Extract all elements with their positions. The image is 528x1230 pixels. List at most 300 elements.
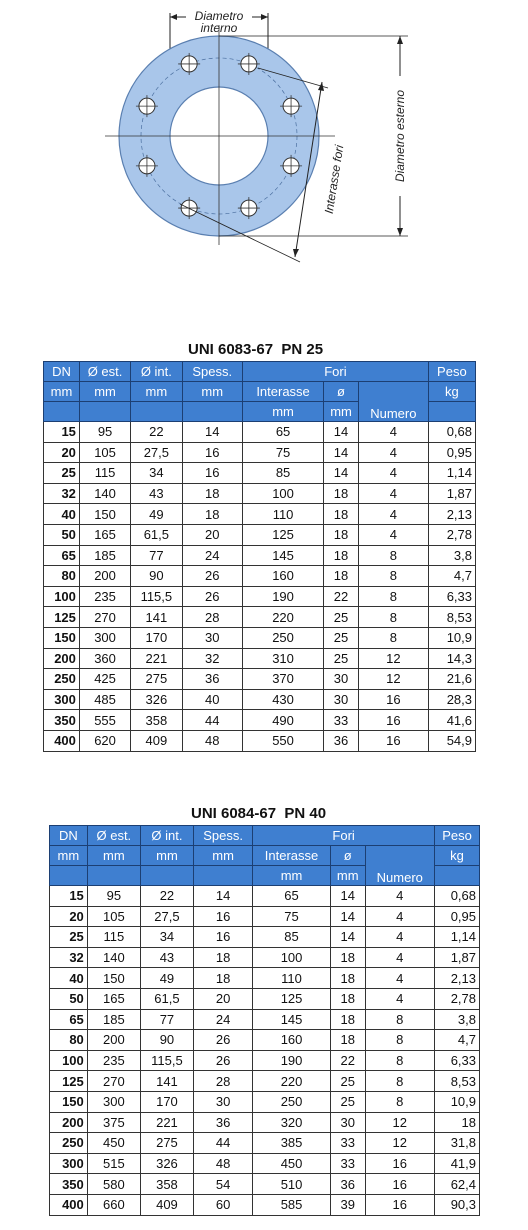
cell-foro: 18 [324, 545, 359, 566]
cell-peso: 14,3 [428, 648, 475, 669]
cell-spess: 16 [182, 463, 243, 484]
cell-peso: 0,68 [435, 886, 480, 907]
cell-spess: 26 [182, 586, 243, 607]
cell-peso: 0,95 [435, 906, 480, 927]
header-peso-blank [435, 866, 480, 886]
cell-numero: 8 [365, 1050, 434, 1071]
arrow-down-left-icon [293, 249, 299, 257]
cell-dn: 20 [44, 442, 80, 463]
header-fori: Fori [243, 362, 429, 382]
cell-dn: 15 [44, 422, 80, 443]
header-int: Ø int. [140, 826, 193, 846]
table-row [50, 906, 480, 927]
cell-dn: 80 [50, 1030, 88, 1051]
cell-interasse: 75 [253, 906, 331, 927]
cell-foro: 25 [324, 607, 359, 628]
header-peso-unit: kg [435, 846, 480, 866]
cell-interasse: 160 [253, 1030, 331, 1051]
cell-est: 360 [79, 648, 130, 669]
header-interasse: Interasse [253, 846, 331, 866]
cell-spess: 14 [194, 886, 253, 907]
arrow-up-icon [397, 36, 403, 44]
header-est: Ø est. [79, 362, 130, 382]
header-dn: DN [50, 826, 88, 846]
cell-int: 77 [131, 545, 182, 566]
table-pn25 [43, 361, 476, 752]
header-peso: Peso [435, 826, 480, 846]
cell-int: 22 [140, 886, 193, 907]
cell-spess: 60 [194, 1194, 253, 1215]
cell-int: 34 [131, 463, 182, 484]
table-row [44, 689, 476, 710]
cell-int: 409 [131, 730, 182, 751]
cell-est: 165 [87, 988, 140, 1009]
table-row [50, 1174, 480, 1195]
cell-interasse: 250 [253, 1091, 331, 1112]
cell-spess: 18 [194, 947, 253, 968]
header-interasse-unit: mm [253, 866, 331, 886]
cell-est: 140 [79, 483, 130, 504]
cell-numero: 16 [365, 1153, 434, 1174]
table-row [44, 545, 476, 566]
cell-numero: 4 [365, 988, 434, 1009]
cell-numero: 4 [358, 422, 428, 443]
cell-spess: 48 [182, 730, 243, 751]
cell-peso: 31,8 [435, 1133, 480, 1154]
table-row [44, 669, 476, 690]
cell-foro: 36 [330, 1174, 365, 1195]
cell-spess: 20 [194, 988, 253, 1009]
header-dn-blank [44, 402, 80, 422]
cell-peso: 6,33 [428, 586, 475, 607]
table-row [44, 627, 476, 648]
cell-foro: 18 [330, 1030, 365, 1051]
cell-peso: 10,9 [428, 627, 475, 648]
cell-foro: 25 [324, 627, 359, 648]
table-row [44, 504, 476, 525]
table-row [44, 566, 476, 587]
cell-foro: 22 [324, 586, 359, 607]
cell-interasse: 145 [253, 1009, 331, 1030]
cell-est: 515 [87, 1153, 140, 1174]
cell-spess: 18 [194, 968, 253, 989]
cell-numero: 4 [365, 906, 434, 927]
header-dn-unit: mm [50, 846, 88, 866]
cell-numero: 12 [358, 648, 428, 669]
cell-dn: 400 [50, 1194, 88, 1215]
arrow-down-icon [397, 228, 403, 236]
cell-interasse: 510 [253, 1174, 331, 1195]
cell-spess: 14 [182, 422, 243, 443]
cell-spess: 26 [194, 1030, 253, 1051]
cell-est: 115 [87, 927, 140, 948]
cell-peso: 0,95 [428, 442, 475, 463]
cell-interasse: 100 [253, 947, 331, 968]
cell-foro: 14 [324, 422, 359, 443]
cell-numero: 12 [358, 669, 428, 690]
cell-int: 358 [140, 1174, 193, 1195]
holes-spacing-label: Interasse fori [321, 144, 347, 215]
cell-foro: 39 [330, 1194, 365, 1215]
cell-peso: 6,33 [435, 1050, 480, 1071]
cell-interasse: 85 [253, 927, 331, 948]
cell-spess: 24 [194, 1009, 253, 1030]
cell-numero: 8 [358, 586, 428, 607]
cell-int: 61,5 [140, 988, 193, 1009]
header-dn-unit: mm [44, 382, 80, 402]
cell-est: 95 [79, 422, 130, 443]
cell-est: 185 [87, 1009, 140, 1030]
cell-int: 27,5 [140, 906, 193, 927]
inner-diameter-label-2: interno [200, 21, 238, 35]
cell-peso: 28,3 [428, 689, 475, 710]
outer-diameter-label: Diametro esterno [393, 89, 407, 183]
cell-interasse: 550 [243, 730, 324, 751]
cell-numero: 8 [358, 627, 428, 648]
header-dn-blank [50, 866, 88, 886]
cell-est: 300 [87, 1091, 140, 1112]
cell-numero: 8 [365, 1071, 434, 1092]
header-peso: Peso [428, 362, 475, 382]
cell-spess: 20 [182, 524, 243, 545]
header-int-blank [131, 402, 182, 422]
cell-foro: 14 [330, 927, 365, 948]
header-numero: Numero [358, 382, 428, 422]
cell-numero: 4 [365, 886, 434, 907]
table-row [44, 648, 476, 669]
cell-foro: 30 [324, 669, 359, 690]
cell-spess: 30 [194, 1091, 253, 1112]
cell-peso: 41,6 [428, 710, 475, 731]
cell-int: 27,5 [131, 442, 182, 463]
cell-peso: 1,87 [435, 947, 480, 968]
cell-interasse: 65 [253, 886, 331, 907]
cell-foro: 18 [330, 968, 365, 989]
header-foro-unit: mm [324, 402, 359, 422]
cell-peso: 1,87 [428, 483, 475, 504]
cell-spess: 18 [182, 504, 243, 525]
cell-spess: 18 [182, 483, 243, 504]
cell-dn: 50 [44, 524, 80, 545]
cell-int: 90 [140, 1030, 193, 1051]
table-row [44, 586, 476, 607]
cell-numero: 4 [358, 463, 428, 484]
cell-dn: 15 [50, 886, 88, 907]
header-est-unit: mm [87, 846, 140, 866]
header-spess: Spess. [182, 362, 243, 382]
cell-est: 270 [79, 607, 130, 628]
cell-dn: 65 [44, 545, 80, 566]
cell-spess: 54 [194, 1174, 253, 1195]
cell-numero: 16 [365, 1194, 434, 1215]
cell-foro: 18 [330, 1009, 365, 1030]
cell-int: 115,5 [131, 586, 182, 607]
cell-dn: 125 [50, 1071, 88, 1092]
cell-dn: 32 [50, 947, 88, 968]
cell-foro: 14 [324, 442, 359, 463]
cell-int: 34 [140, 927, 193, 948]
cell-peso: 2,78 [435, 988, 480, 1009]
header-spess-unit: mm [182, 382, 243, 402]
cell-peso: 4,7 [435, 1030, 480, 1051]
cell-dn: 200 [44, 648, 80, 669]
cell-est: 105 [87, 906, 140, 927]
table-row [44, 730, 476, 751]
cell-est: 555 [79, 710, 130, 731]
table-row [44, 442, 476, 463]
table-row [50, 1050, 480, 1071]
cell-int: 141 [140, 1071, 193, 1092]
header-est: Ø est. [87, 826, 140, 846]
cell-interasse: 220 [243, 607, 324, 628]
cell-numero: 16 [358, 689, 428, 710]
table-row [50, 1009, 480, 1030]
cell-numero: 4 [358, 483, 428, 504]
cell-est: 200 [87, 1030, 140, 1051]
cell-dn: 150 [50, 1091, 88, 1112]
cell-int: 358 [131, 710, 182, 731]
cell-int: 61,5 [131, 524, 182, 545]
cell-spess: 28 [194, 1071, 253, 1092]
table-pn40 [49, 825, 480, 1216]
cell-peso: 18 [435, 1112, 480, 1133]
cell-peso: 10,9 [435, 1091, 480, 1112]
header-spess-blank [182, 402, 243, 422]
cell-interasse: 125 [253, 988, 331, 1009]
arrow-left-icon [170, 14, 177, 20]
cell-interasse: 145 [243, 545, 324, 566]
cell-interasse: 310 [243, 648, 324, 669]
cell-dn: 40 [44, 504, 80, 525]
cell-est: 115 [79, 463, 130, 484]
cell-numero: 8 [365, 1009, 434, 1030]
cell-interasse: 385 [253, 1133, 331, 1154]
table-row [44, 483, 476, 504]
cell-int: 275 [140, 1133, 193, 1154]
cell-numero: 4 [365, 947, 434, 968]
header-foro: ø [330, 846, 365, 866]
table-row [50, 927, 480, 948]
cell-dn: 100 [44, 586, 80, 607]
cell-int: 170 [131, 627, 182, 648]
cell-est: 485 [79, 689, 130, 710]
cell-int: 43 [140, 947, 193, 968]
cell-interasse: 160 [243, 566, 324, 587]
cell-est: 450 [87, 1133, 140, 1154]
cell-int: 22 [131, 422, 182, 443]
cell-interasse: 85 [243, 463, 324, 484]
cell-numero: 8 [358, 607, 428, 628]
header-int-unit: mm [140, 846, 193, 866]
header-int: Ø int. [131, 362, 182, 382]
cell-dn: 250 [44, 669, 80, 690]
cell-spess: 44 [182, 710, 243, 731]
cell-peso: 0,68 [428, 422, 475, 443]
cell-spess: 26 [182, 566, 243, 587]
cell-numero: 4 [365, 927, 434, 948]
cell-dn: 300 [44, 689, 80, 710]
cell-numero: 4 [358, 442, 428, 463]
cell-est: 375 [87, 1112, 140, 1133]
cell-est: 235 [87, 1050, 140, 1071]
cell-numero: 8 [365, 1030, 434, 1051]
cell-peso: 2,13 [428, 504, 475, 525]
cell-int: 49 [131, 504, 182, 525]
cell-interasse: 110 [253, 968, 331, 989]
cell-int: 77 [140, 1009, 193, 1030]
cell-interasse: 65 [243, 422, 324, 443]
table-row [50, 988, 480, 1009]
cell-foro: 18 [324, 504, 359, 525]
cell-peso: 2,13 [435, 968, 480, 989]
cell-foro: 18 [324, 566, 359, 587]
cell-numero: 12 [365, 1133, 434, 1154]
cell-est: 185 [79, 545, 130, 566]
cell-foro: 33 [330, 1133, 365, 1154]
cell-est: 235 [79, 586, 130, 607]
cell-interasse: 190 [253, 1050, 331, 1071]
header-foro-unit: mm [330, 866, 365, 886]
cell-dn: 40 [50, 968, 88, 989]
table-row [44, 463, 476, 484]
cell-int: 115,5 [140, 1050, 193, 1071]
cell-peso: 8,53 [435, 1071, 480, 1092]
cell-dn: 100 [50, 1050, 88, 1071]
cell-interasse: 320 [253, 1112, 331, 1133]
cell-dn: 200 [50, 1112, 88, 1133]
cell-dn: 250 [50, 1133, 88, 1154]
cell-foro: 25 [330, 1091, 365, 1112]
table-1-title: UNI 6083-67 PN 25 [188, 341, 324, 358]
cell-int: 409 [140, 1194, 193, 1215]
cell-est: 660 [87, 1194, 140, 1215]
flange-diagram [0, 0, 528, 300]
table-row [50, 1153, 480, 1174]
cell-interasse: 490 [243, 710, 324, 731]
cell-spess: 44 [194, 1133, 253, 1154]
table-row [50, 1133, 480, 1154]
table-row [50, 1030, 480, 1051]
cell-foro: 25 [330, 1071, 365, 1092]
cell-est: 165 [79, 524, 130, 545]
cell-foro: 22 [330, 1050, 365, 1071]
table-row [50, 1091, 480, 1112]
cell-dn: 350 [50, 1174, 88, 1195]
cell-foro: 18 [324, 483, 359, 504]
header-spess-unit: mm [194, 846, 253, 866]
cell-interasse: 110 [243, 504, 324, 525]
cell-foro: 25 [324, 648, 359, 669]
cell-dn: 80 [44, 566, 80, 587]
cell-dn: 400 [44, 730, 80, 751]
header-spess: Spess. [194, 826, 253, 846]
cell-foro: 30 [324, 689, 359, 710]
table-row [50, 886, 480, 907]
cell-spess: 26 [194, 1050, 253, 1071]
cell-dn: 32 [44, 483, 80, 504]
cell-est: 200 [79, 566, 130, 587]
header-interasse-unit: mm [243, 402, 324, 422]
cell-spess: 16 [194, 906, 253, 927]
cell-peso: 21,6 [428, 669, 475, 690]
table-row [50, 947, 480, 968]
header-int-unit: mm [131, 382, 182, 402]
cell-interasse: 585 [253, 1194, 331, 1215]
cell-foro: 30 [330, 1112, 365, 1133]
cell-int: 275 [131, 669, 182, 690]
cell-interasse: 250 [243, 627, 324, 648]
table-row [44, 710, 476, 731]
cell-numero: 8 [358, 545, 428, 566]
cell-interasse: 190 [243, 586, 324, 607]
cell-spess: 30 [182, 627, 243, 648]
header-numero: Numero [365, 846, 434, 886]
cell-int: 326 [140, 1153, 193, 1174]
cell-interasse: 100 [243, 483, 324, 504]
cell-interasse: 450 [253, 1153, 331, 1174]
cell-peso: 1,14 [428, 463, 475, 484]
cell-peso: 90,3 [435, 1194, 480, 1215]
cell-spess: 24 [182, 545, 243, 566]
cell-dn: 65 [50, 1009, 88, 1030]
cell-peso: 41,9 [435, 1153, 480, 1174]
cell-foro: 14 [324, 463, 359, 484]
cell-int: 170 [140, 1091, 193, 1112]
cell-peso: 54,9 [428, 730, 475, 751]
header-peso-unit: kg [428, 382, 475, 402]
cell-numero: 12 [365, 1112, 434, 1133]
cell-spess: 32 [182, 648, 243, 669]
cell-interasse: 430 [243, 689, 324, 710]
cell-dn: 350 [44, 710, 80, 731]
cell-foro: 14 [330, 886, 365, 907]
cell-numero: 8 [358, 566, 428, 587]
cell-peso: 1,14 [435, 927, 480, 948]
cell-dn: 20 [50, 906, 88, 927]
cell-numero: 16 [365, 1174, 434, 1195]
cell-dn: 25 [44, 463, 80, 484]
cell-est: 150 [79, 504, 130, 525]
arrow-right-icon [261, 14, 268, 20]
cell-int: 49 [140, 968, 193, 989]
cell-dn: 300 [50, 1153, 88, 1174]
cell-foro: 14 [330, 906, 365, 927]
header-fori: Fori [253, 826, 435, 846]
cell-interasse: 220 [253, 1071, 331, 1092]
cell-spess: 40 [182, 689, 243, 710]
cell-spess: 28 [182, 607, 243, 628]
cell-int: 221 [140, 1112, 193, 1133]
cell-peso: 4,7 [428, 566, 475, 587]
cell-peso: 62,4 [435, 1174, 480, 1195]
header-int-blank [140, 866, 193, 886]
cell-peso: 2,78 [428, 524, 475, 545]
cell-est: 150 [87, 968, 140, 989]
cell-int: 43 [131, 483, 182, 504]
table-row [50, 1071, 480, 1092]
table-row [50, 1112, 480, 1133]
cell-int: 326 [131, 689, 182, 710]
cell-est: 270 [87, 1071, 140, 1092]
cell-est: 620 [79, 730, 130, 751]
table-row [44, 524, 476, 545]
cell-dn: 25 [50, 927, 88, 948]
cell-est: 580 [87, 1174, 140, 1195]
cell-peso: 3,8 [428, 545, 475, 566]
cell-numero: 16 [358, 730, 428, 751]
cell-numero: 16 [358, 710, 428, 731]
header-interasse: Interasse [243, 382, 324, 402]
